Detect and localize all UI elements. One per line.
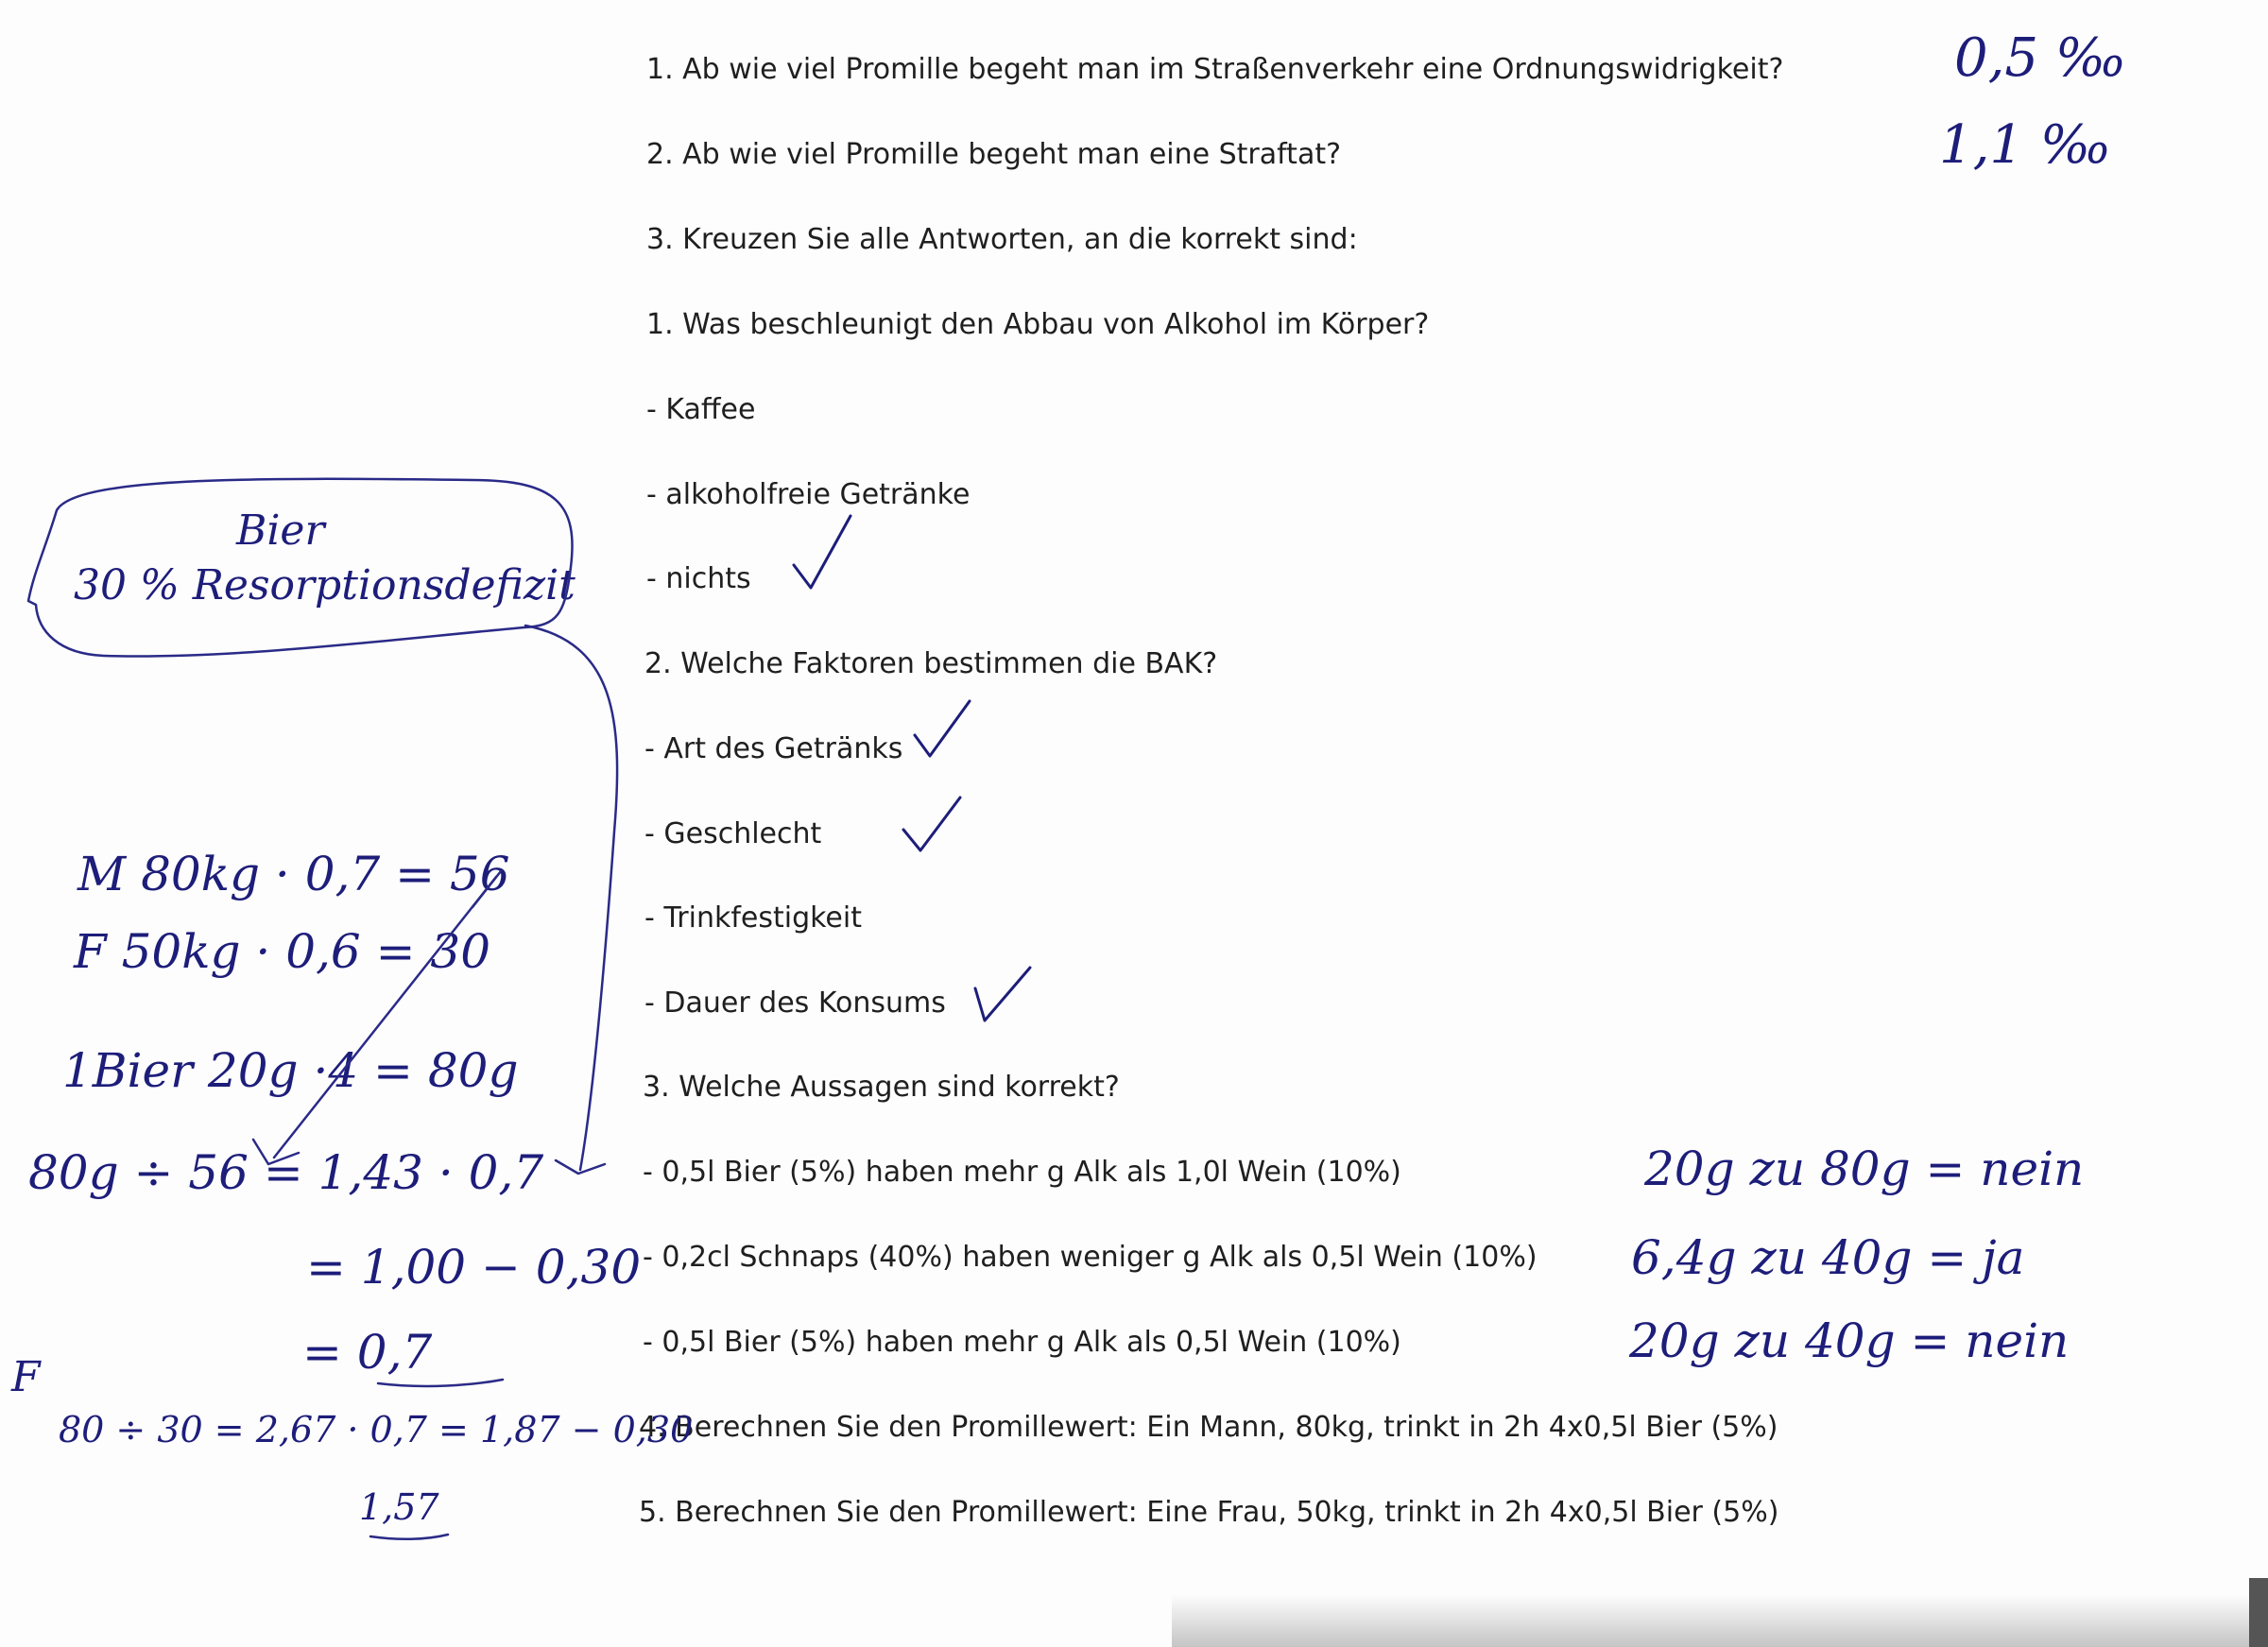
handwritten-comparison-3: 20g zu 40g = nein	[1629, 1313, 2070, 1368]
callout-arrow-line	[525, 626, 617, 1170]
handwritten-comparison-2: 6,4g zu 40g = ja	[1631, 1230, 2025, 1285]
handwritten-comparison-1: 20g zu 80g = nein	[1644, 1141, 2085, 1196]
scan-shadow	[1172, 1595, 2268, 1647]
answer-option: - Trinkfestigkeit	[644, 901, 862, 935]
arrow-line	[274, 877, 496, 1158]
handwritten-female-mark: F	[11, 1353, 41, 1401]
handwritten-note-bier: Bier	[236, 506, 325, 555]
question-5: 5. Berechnen Sie den Promillewert: Eine Frau, 50kg, trinkt in 2h 4x0,5l Bier (5%)	[639, 1496, 1779, 1529]
answer-option: - nichts	[646, 562, 751, 595]
handwritten-female-result: 1,57	[359, 1486, 439, 1528]
answer-option: - Kaffee	[646, 393, 756, 426]
check-mark-icon	[971, 962, 1038, 1028]
handwritten-calc-female: F 50kg · 0,6 = 30	[74, 924, 491, 979]
handwritten-answer-1: 0,5 ‰	[1954, 27, 2126, 89]
subquestion-1: 1. Was beschleunigt den Abbau von Alkohol im Körper?	[646, 308, 1430, 341]
subquestion-2: 2. Welche Faktoren bestimmen die BAK?	[644, 647, 1218, 680]
check-mark-icon	[900, 792, 966, 858]
answer-option: - Geschlecht	[644, 817, 822, 850]
statement-option: - 0,5l Bier (5%) haben mehr g Alk als 1,0l Wein (10%)	[643, 1156, 1401, 1189]
handwritten-note-resorption: 30 % Resorptionsdefizit	[74, 561, 576, 609]
statement-option: - 0,5l Bier (5%) haben mehr g Alk als 0,5l Wein (10%)	[643, 1326, 1401, 1359]
check-mark-icon	[790, 510, 856, 595]
handwritten-calc-result: = 0,7	[302, 1325, 433, 1380]
answer-option: - alkoholfreie Getränke	[646, 478, 971, 511]
statement-option: - 0,2cl Schnaps (40%) haben weniger g Alk als 0,5l Wein (10%)	[643, 1241, 1538, 1274]
scan-edge	[2249, 1578, 2268, 1647]
underline	[378, 1380, 503, 1386]
underline	[370, 1535, 448, 1539]
answer-option: - Dauer des Konsums	[644, 986, 946, 1020]
handwritten-calc-male: M 80kg · 0,7 = 56	[77, 847, 510, 901]
question-4: 4. Berechnen Sie den Promillewert: Ein Mann, 80kg, trinkt in 2h 4x0,5l Bier (5%)	[639, 1411, 1778, 1444]
handwritten-calc-beer: 1Bier 20g ·4 = 80g	[62, 1043, 519, 1098]
handwritten-calc-female-full: 80 ÷ 30 = 2,67 · 0,7 = 1,87 − 0,30	[59, 1409, 694, 1450]
check-mark-icon	[911, 697, 977, 763]
arrow-head	[556, 1160, 605, 1174]
handwritten-answer-2: 1,1 ‰	[1939, 114, 2111, 176]
question-3: 3. Kreuzen Sie alle Antworten, an die korrekt sind:	[646, 223, 1358, 256]
answer-option: - Art des Getränks	[644, 732, 903, 765]
handwritten-calc-division: 80g ÷ 56 = 1,43 · 0,7	[28, 1145, 544, 1200]
subquestion-3: 3. Welche Aussagen sind korrekt?	[643, 1071, 1120, 1104]
handwritten-calc-subtraction: = 1,00 − 0,30	[306, 1240, 642, 1295]
question-2: 2. Ab wie viel Promille begeht man eine Straftat?	[646, 138, 1342, 171]
question-1: 1. Ab wie viel Promille begeht man im Straßenverkehr eine Ordnungswidrigkeit?	[646, 53, 1784, 86]
